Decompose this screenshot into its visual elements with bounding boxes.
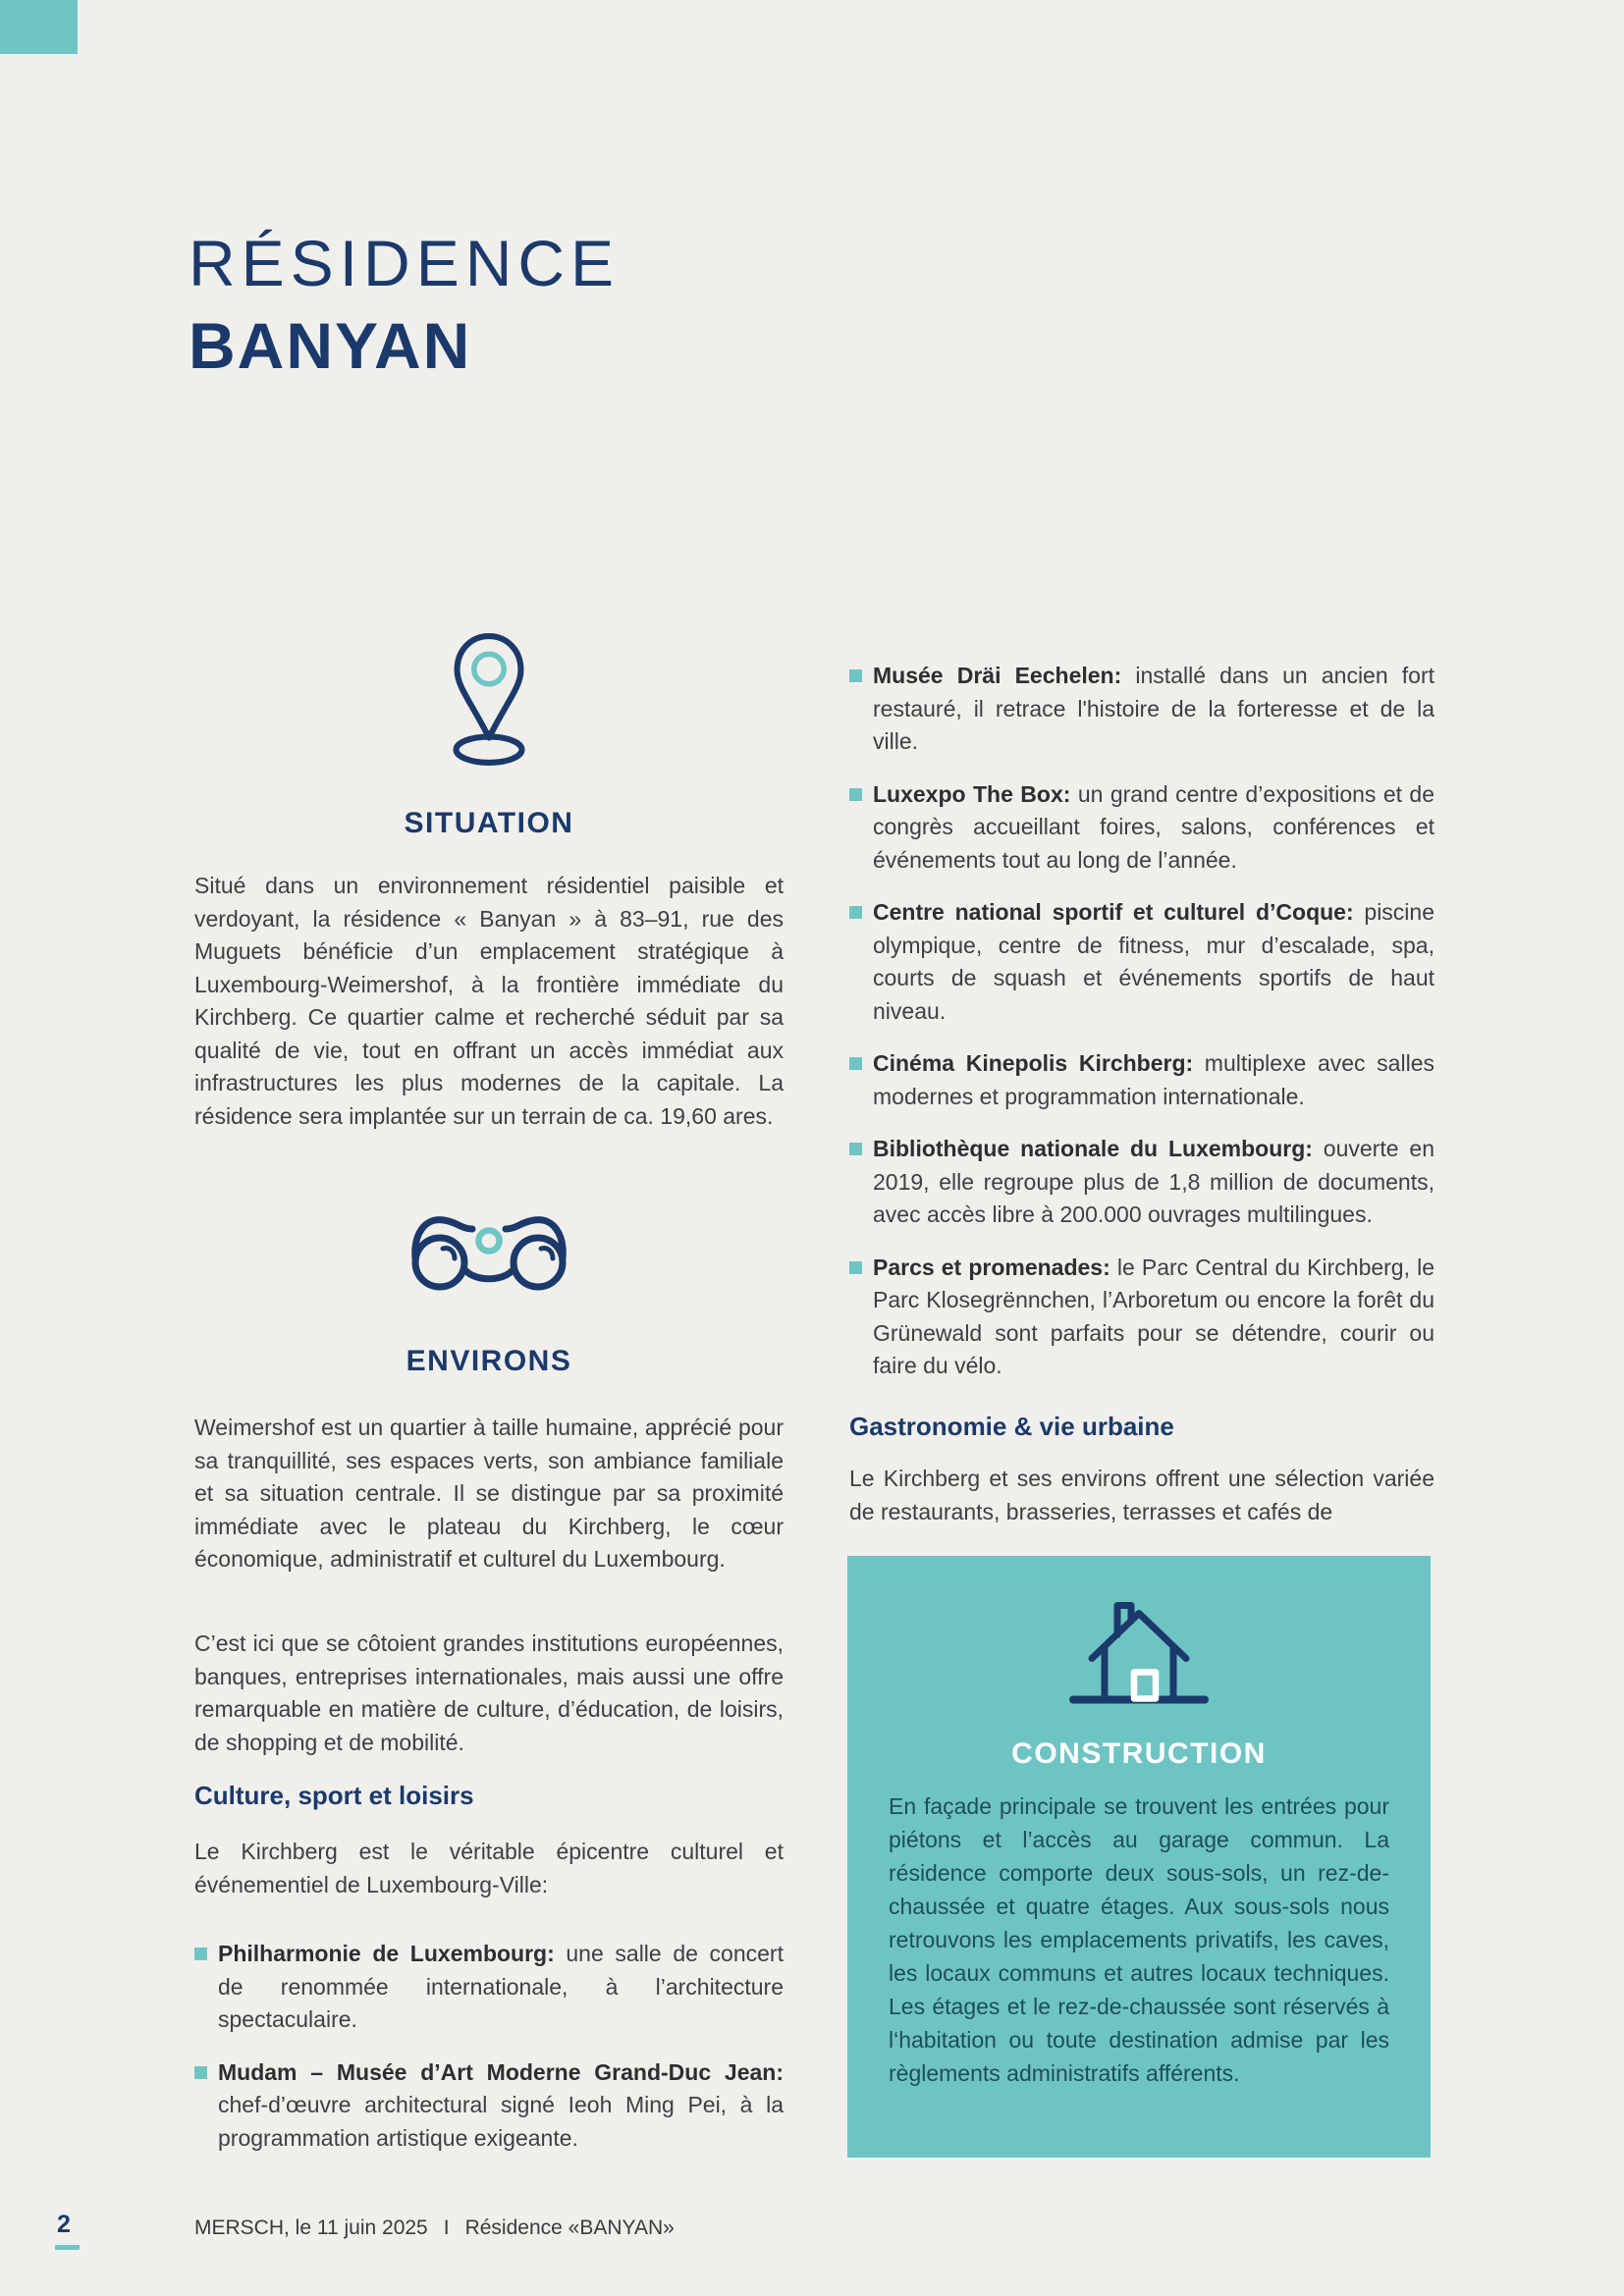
bullet-square-icon — [849, 906, 862, 919]
culture-intro: Le Kirchberg est le véritable épicentre culturel et événementiel de Luxembourg-Ville: — [194, 1839, 784, 1897]
bullet-text — [873, 896, 1435, 1028]
bullet-body: le Parc Central du Kirchberg, le Parc Klosegrënnchen, l’Arboretum ou encore la forêt du Grünewald sont parfaits pour se détendre, courir ou faire du vélo. — [873, 1254, 1435, 1378]
bullet-body: ouverte en 2019, elle regroupe plus de 1,8 million de documents, avec accès libre à 200.000 ouvrages multilingues. — [873, 1136, 1435, 1227]
bullet-text — [873, 660, 1435, 759]
construction-paragraph: En façade principale se trouvent les entrées pour piétons et l’accès au garage commun. La résidence comporte deux sous-sols, un rez-de-chaussée et quatre étages. Aux sous-sols nous retrouvons les emplacements privatifs, les caves, les locaux communs et autres locaux techniques. Les étages et le rez-de-chaussée sont réservés à l‘habitation ou toute destination admise par les règlements administratifs afférents. — [889, 1793, 1389, 2086]
page-title-line2: BANYAN — [189, 309, 472, 382]
map-pin-icon — [444, 630, 534, 647]
bullet-lead: Bibliothèque nationale du Luxembourg: — [873, 1136, 1313, 1161]
environs-paragraph-2: C’est ici que se côtoient grandes institutions européennes, banques, entreprises internationales, mais aussi une offre remarquable en matière de culture, d’éducation, de loisirs, de shopping et de mobilité. — [194, 1630, 784, 1755]
page-title — [189, 222, 620, 387]
bullet-square-icon — [849, 1057, 862, 1070]
footer-text — [194, 2216, 675, 2240]
environs-icon-block — [194, 1203, 784, 1294]
bullet-lead: Cinéma Kinepolis Kirchberg: — [873, 1050, 1194, 1076]
bullet-text — [873, 1133, 1435, 1232]
page-number-underline — [55, 2245, 80, 2250]
list-item — [194, 1938, 784, 2037]
house-icon — [1065, 1581, 1213, 1598]
bullet-lead: Mudam – Musée d’Art Moderne Grand-Duc Jean: — [218, 2058, 784, 2085]
gastronomie-paragraph: Le Kirchberg et ses environs offrent une sélection variée de restaurants, brasseries, terrasses et cafés de — [849, 1466, 1435, 1524]
situation-paragraph: Situé dans un environnement résidentiel paisible et verdoyant, la résidence « Banyan » à 83–91, rue des Muguets bénéficie d’un emplacement stratégique à Luxembourg-Weimershof, à la frontière immédiate du Kirchberg. Ce quartier calme et recherché séduit par sa qualité de vie, tout en offrant un accès immédiat aux infrastructures les plus modernes de la capitale. La résidence sera implantée sur un terrain de ca. 19,60 ares. — [194, 873, 784, 1129]
bullet-body: multiplexe avec salles modernes et programmation internationale. — [873, 1050, 1435, 1109]
bullet-lead: Luxexpo The Box: — [873, 780, 1071, 807]
list-item — [849, 778, 1435, 878]
gastronomie-heading: Gastronomie & vie urbaine — [849, 1412, 1174, 1441]
bullet-text — [873, 778, 1435, 878]
footer-doc-title: Résidence «BANYAN» — [464, 2216, 675, 2239]
bullet-body: un grand centre d’expositions et de congrès accueillant foires, salons, conférences et événements tout au long de l’année. — [873, 780, 1435, 873]
situation-icon-block — [194, 630, 784, 770]
bullet-square-icon — [849, 1143, 862, 1155]
bullet-body: chef-d’œuvre architectural signé Ieoh Ming Pei, à la programmation artistique exigeante. — [218, 2092, 784, 2151]
page-title-line1: RÉSIDENCE — [189, 227, 621, 299]
construction-icon-block — [889, 1581, 1389, 1731]
list-item — [849, 1133, 1435, 1232]
binoculars-icon — [410, 1203, 568, 1220]
bullet-text — [218, 1938, 784, 2037]
bullet-body: installé dans un ancien fort restauré, il retrace l'histoire de la forteresse et de la ville. — [873, 663, 1435, 754]
bullet-square-icon — [849, 788, 862, 801]
bullet-text — [873, 1047, 1435, 1113]
poi-bullet-list — [849, 660, 1435, 1403]
bullet-square-icon — [194, 2066, 207, 2079]
bullet-lead: Philharmonie de Luxembourg: — [218, 1941, 555, 1966]
footer-separator: I — [443, 2216, 450, 2239]
footer-date: MERSCH, le 11 juin 2025 — [194, 2216, 428, 2239]
bullet-square-icon — [849, 669, 862, 682]
situation-heading: SITUATION — [404, 807, 574, 839]
list-item — [849, 896, 1435, 1028]
environs-paragraph-1: Weimershof est un quartier à taille humaine, apprécié pour sa tranquillité, ses espaces verts, son ambiance familiale et sa situation centrale. Il se distingue par sa proximité immédiate avec le plateau du Kirchberg, le cœur économique, administratif et culturel du Luxembourg. — [194, 1415, 784, 1572]
bullet-text — [218, 2056, 784, 2156]
list-item — [194, 2056, 784, 2156]
bullet-body: une salle de concert de renommée internationale, à l’architecture spectaculaire. — [218, 1941, 784, 2032]
environs-heading: ENVIRONS — [406, 1345, 572, 1377]
bullet-square-icon — [849, 1261, 862, 1274]
list-item — [849, 660, 1435, 759]
bullet-square-icon — [194, 1948, 207, 1960]
bullet-lead: Centre national sportif et culturel d’Coque: — [873, 899, 1354, 925]
bullet-lead: Parcs et promenades: — [873, 1254, 1110, 1280]
culture-heading: Culture, sport et loisirs — [194, 1781, 474, 1810]
teal-corner-block-bottom — [0, 0, 78, 54]
list-item — [849, 1252, 1435, 1383]
construction-box — [847, 1556, 1431, 2158]
construction-heading: CONSTRUCTION — [1011, 1737, 1267, 1770]
bullet-lead: Musée Dräi Eechelen: — [873, 663, 1122, 688]
bullet-text — [873, 1252, 1435, 1383]
list-item — [849, 1047, 1435, 1113]
culture-bullet-list — [194, 1938, 784, 2174]
bullet-body: piscine olympique, centre de fitness, mur d’escalade, spa, courts de squash et événements sportifs de haut niveau. — [873, 899, 1435, 1024]
page-number: 2 — [57, 2211, 71, 2238]
